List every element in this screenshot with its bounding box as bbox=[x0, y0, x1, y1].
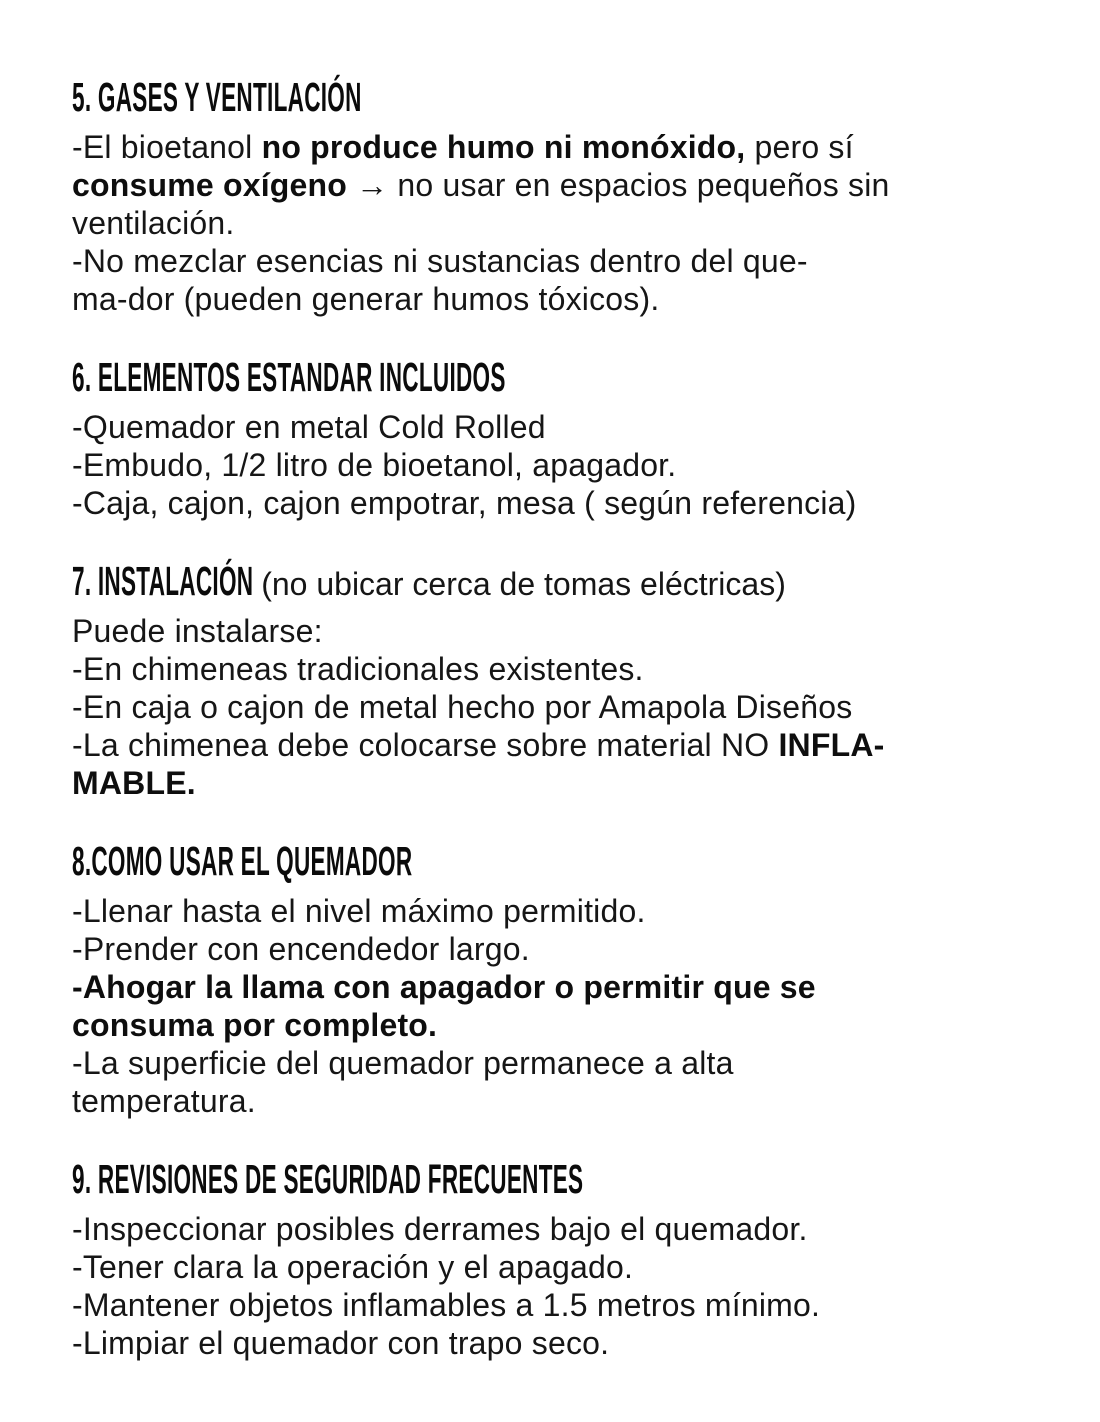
text-segment: ventilación. bbox=[72, 205, 235, 241]
document-section bbox=[72, 560, 1005, 802]
text-segment: ma-dor (pueden generar humos tóxicos). bbox=[72, 281, 660, 317]
text-segment: consuma por completo. bbox=[72, 1007, 438, 1043]
text-line bbox=[72, 764, 1005, 802]
text-line bbox=[72, 930, 1005, 968]
text-line bbox=[72, 1006, 1005, 1044]
document-section bbox=[72, 1158, 1005, 1362]
text-segment: -No mezclar esencias ni sustancias dentro del que- bbox=[72, 243, 808, 279]
text-segment: temperatura. bbox=[72, 1083, 256, 1119]
text-line bbox=[72, 688, 1005, 726]
text-line bbox=[72, 484, 1005, 522]
text-line bbox=[72, 280, 1005, 318]
text-line bbox=[72, 166, 1005, 204]
section-heading-line bbox=[72, 840, 1005, 892]
text-segment: -La superficie del quemador permanece a alta bbox=[72, 1045, 734, 1081]
text-line bbox=[72, 242, 1005, 280]
text-segment: consume oxígeno bbox=[72, 167, 348, 203]
text-line bbox=[72, 408, 1005, 446]
text-line bbox=[72, 1082, 1005, 1120]
document-section bbox=[72, 356, 1005, 522]
text-segment: Puede instalarse: bbox=[72, 613, 323, 649]
text-segment: INFLA- bbox=[778, 727, 885, 763]
section-heading: 9. REVISIONES DE SEGURIDAD FRECUENTES bbox=[72, 1156, 584, 1202]
text-segment: -Limpiar el quemador con trapo seco. bbox=[72, 1325, 610, 1361]
text-segment: -Ahogar la llama con apagador o permitir que se bbox=[72, 969, 816, 1005]
text-segment: -Tener clara la operación y el apagado. bbox=[72, 1249, 634, 1285]
section-heading: 6. ELEMENTOS ESTANDAR INCLUIDOS bbox=[72, 354, 506, 400]
text-line bbox=[72, 612, 1005, 650]
text-segment: -La chimenea debe colocarse sobre material NO bbox=[72, 727, 779, 763]
text-line bbox=[72, 650, 1005, 688]
sections-container bbox=[72, 76, 1005, 1362]
text-line bbox=[72, 204, 1005, 242]
text-line bbox=[72, 726, 1005, 764]
text-segment: -Inspeccionar posibles derrames bajo el quemador. bbox=[72, 1211, 808, 1247]
text-segment: -Caja, cajon, cajon empotrar, mesa ( según referencia) bbox=[72, 485, 857, 521]
document-section bbox=[72, 76, 1005, 318]
text-line bbox=[72, 1044, 1005, 1082]
text-segment: -En chimeneas tradicionales existentes. bbox=[72, 651, 644, 687]
text-segment: -En caja o cajon de metal hecho por Amapola Diseños bbox=[72, 689, 853, 725]
text-segment: -Prender con encendedor largo. bbox=[72, 931, 530, 967]
document-section bbox=[72, 840, 1005, 1120]
section-heading-line bbox=[72, 1158, 1005, 1210]
section-heading-line bbox=[72, 356, 1005, 408]
text-line bbox=[72, 892, 1005, 930]
text-segment: -Embudo, 1/2 litro de bioetanol, apagador. bbox=[72, 447, 677, 483]
text-segment: pero sí bbox=[745, 129, 854, 165]
text-segment: -Llenar hasta el nivel máximo permitido. bbox=[72, 893, 646, 929]
text-segment: -Mantener objetos inflamables a 1.5 metros mínimo. bbox=[72, 1287, 821, 1323]
text-line bbox=[72, 1324, 1005, 1362]
text-segment: MABLE. bbox=[72, 765, 196, 801]
text-line bbox=[72, 128, 1005, 166]
text-line bbox=[72, 446, 1005, 484]
section-heading: 5. GASES Y VENTILACIÓN bbox=[72, 74, 362, 120]
text-segment: -El bioetanol bbox=[72, 129, 262, 165]
section-heading-line bbox=[72, 560, 1005, 612]
text-line bbox=[72, 1210, 1005, 1248]
section-heading: 7. INSTALACIÓN bbox=[72, 558, 254, 604]
text-line bbox=[72, 968, 1005, 1006]
text-segment: no produce humo ni monóxido, bbox=[261, 129, 746, 165]
text-line bbox=[72, 1248, 1005, 1286]
text-segment: → no usar en espacios pequeños sin bbox=[347, 167, 890, 203]
text-segment: -Quemador en metal Cold Rolled bbox=[72, 409, 546, 445]
section-heading-note: (no ubicar cerca de tomas eléctricas) bbox=[261, 566, 786, 602]
section-heading: 8.COMO USAR EL QUEMADOR bbox=[72, 838, 413, 884]
section-heading-line bbox=[72, 76, 1005, 128]
text-line bbox=[72, 1286, 1005, 1324]
